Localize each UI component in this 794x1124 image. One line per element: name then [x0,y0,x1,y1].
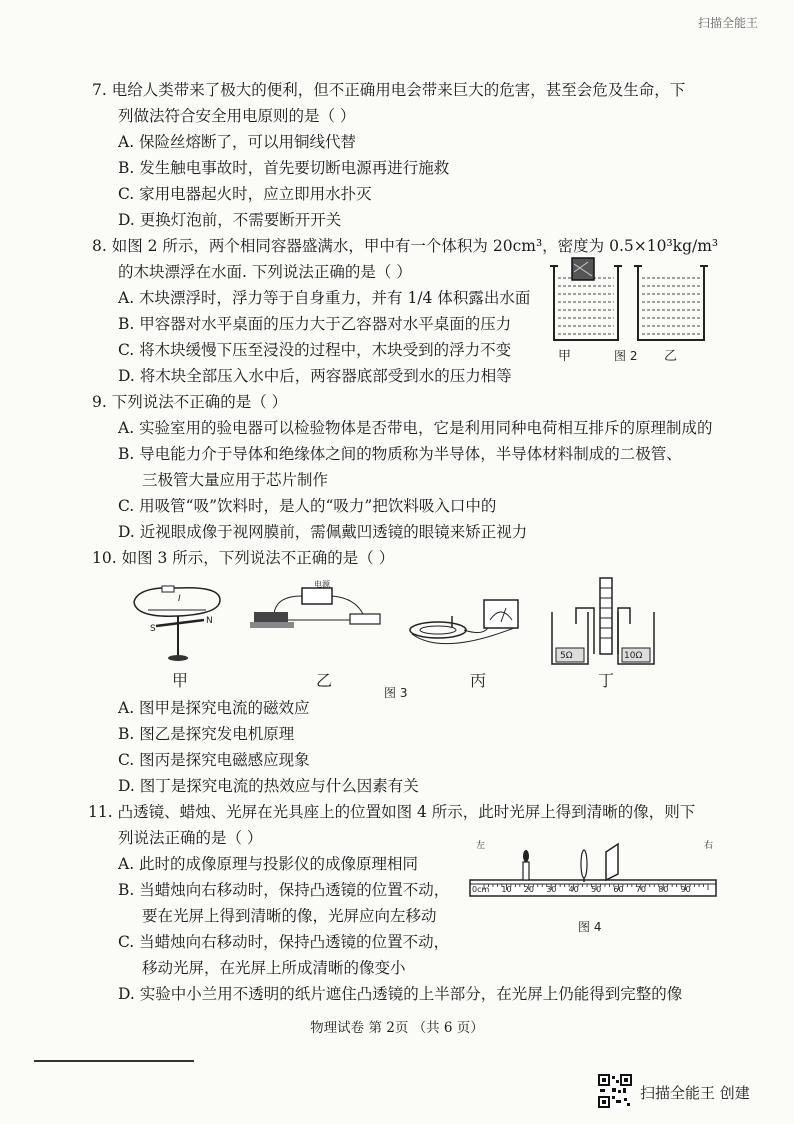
fig4-left-label: 左 [476,841,486,851]
q9-option-b-line1: B. 导电能力介于导体和绝缘体之间的物质称为半导体，半导体材料制成的二极管、 [118,445,682,463]
fig2-caption: 图 2 [614,349,638,363]
fig3-ding-resistor-5: 5Ω [560,651,573,661]
q8-option-d: D. 将木块全部压入水中后，两容器底部受到水的压力相等 [118,367,512,385]
figure-3-bing-apparatus [402,596,542,660]
fig3-jia-s-label: S [150,624,156,634]
q9-stem: 9. 下列说法不正确的是（ ） [92,393,288,411]
fig4-ruler-tick-label: 50 [591,885,602,894]
fig4-ruler-tick-label: 60 [613,885,624,894]
q11-option-c-line2: 移动光屏，在光屏上所成清晰的像变小 [142,959,406,977]
q11-stem-line2: 列说法正确的是（ ） [118,829,263,847]
q9-option-c: C. 用吸管“吸”饮料时，是人的“吸力”把饮料吸入口中的 [118,497,497,515]
fig4-caption: 图 4 [578,920,602,934]
candle [523,850,529,880]
q10-option-a: A. 图甲是探究电流的磁效应 [118,699,310,717]
q11-option-d: D. 实验中小兰用不透明的纸片遮住凸透镜的上半部分，在光屏上仍能得到完整的像 [118,985,683,1003]
fig3-label-jia: 甲 [172,671,189,690]
fig3-ding-resistor-10: 10Ω [624,651,643,661]
fig4-right-label: 右 [704,841,714,851]
fig3-jia-n-label: N [206,616,213,626]
fig4-ruler-tick-label: 70 [635,885,646,894]
fig2-label-jia: 甲 [558,349,572,364]
fig4-ruler-tick-label: 40 [568,885,579,894]
beaker-yi [634,266,708,340]
fig4-ruler-tick-label: 80 [658,885,669,894]
fig2-label-yi: 乙 [664,349,678,364]
convex-lens [581,850,587,882]
fig3-yi-power-label: 电源 [314,580,330,589]
q7-stem-line1: 7. 电给人类带来了极大的便利，但不正确用电会带来巨大的危害，甚至会危及生命，下 [92,81,686,99]
fig4-ruler-tick-label: 30 [546,885,557,894]
fig3-label-ding: 丁 [598,671,615,690]
scanner-stamp-text: 扫描全能王 创建 [640,1084,750,1102]
wood-block [572,258,594,280]
page-footer: 物理试卷 第 2页 （共 6 页） [310,1020,484,1036]
q8-stem-line1: 8. 如图 2 所示，两个相同容器盛满水，甲中有一个体积为 20cm³，密度为 0.5×10³kg/m³ [92,237,719,255]
q8-stem-line2: 的木块漂浮在水面. 下列说法正确的是（ ） [118,263,412,281]
q11-stem-line1: 11. 凸透镜、蜡烛、光屏在光具座上的位置如图 4 所示，此时光屏上得到清晰的像，则下 [88,803,696,821]
q10-stem: 10. 如图 3 所示，下列说法不正确的是（ ） [92,549,395,567]
q9-option-d: D. 近视眼成像于视网膜前，需佩戴凹透镜的眼镜来矫正视力 [118,523,528,541]
q7-option-b: B. 发生触电事故时，首先要切断电源再进行施救 [118,159,450,177]
q9-option-b-line2: 三极管大量应用于芯片制作 [142,471,329,489]
q10-option-c: C. 图丙是探究电磁感应现象 [118,751,310,769]
q8-option-c: C. 将木块缓慢下压至浸没的过程中，木块受到的浮力不变 [118,341,512,359]
fig3-jia-current-label: I [178,594,181,604]
fig3-caption: 图 3 [384,686,408,700]
light-screen [606,844,618,880]
q10-option-b: B. 图乙是探究发电机原理 [118,725,295,743]
fig4-ruler-tick-label: 90 [680,885,691,894]
q7-option-c: C. 家用电器起火时，应立即用水扑灭 [118,185,372,203]
q10-option-d: D. 图丁是探究电流的热效应与什么因素有关 [118,777,419,795]
q9-option-a: A. 实验室用的验电器可以检验物体是否带电，它是利用同种电荷相互排斥的原理制成的 [118,419,713,437]
q7-option-a: A. 保险丝熔断了，可以用铜线代替 [118,133,357,151]
q8-option-b: B. 甲容器对水平桌面的压力大于乙容器对水平桌面的压力 [118,315,512,333]
q11-option-b-line1: B. 当蜡烛向右移动时，保持凸透镜的位置不动， [118,881,450,899]
q11-option-c-line1: C. 当蜡烛向右移动时，保持凸透镜的位置不动， [118,933,450,951]
footer-rule [34,1060,194,1062]
figure-4-optical-bench [466,840,722,906]
q7-stem-line2: 列做法符合安全用电原则的是（ ） [118,107,356,125]
q11-option-b-line2: 要在光屏上得到清晰的像，光屏应向左移动 [142,907,437,925]
beaker-jia [550,258,622,340]
watermark: 扫描全能王 [697,16,758,30]
qr-code-icon [598,1074,632,1108]
q8-option-a: A. 木块漂浮时，浮力等于自身重力，并有 1/4 体积露出水面 [118,289,531,307]
fig3-label-yi: 乙 [316,671,333,690]
q11-option-a: A. 此时的成像原理与投影仪的成像原理相同 [118,855,419,873]
fig4-ruler-tick-label: 20 [523,885,534,894]
q7-option-d: D. 更换灯泡前，不需要断开开关 [118,211,342,229]
fig4-ruler-unit: 0cm [472,885,490,894]
fig4-ruler-tick-label: 10 [501,885,512,894]
fig3-label-bing: 丙 [470,671,487,690]
